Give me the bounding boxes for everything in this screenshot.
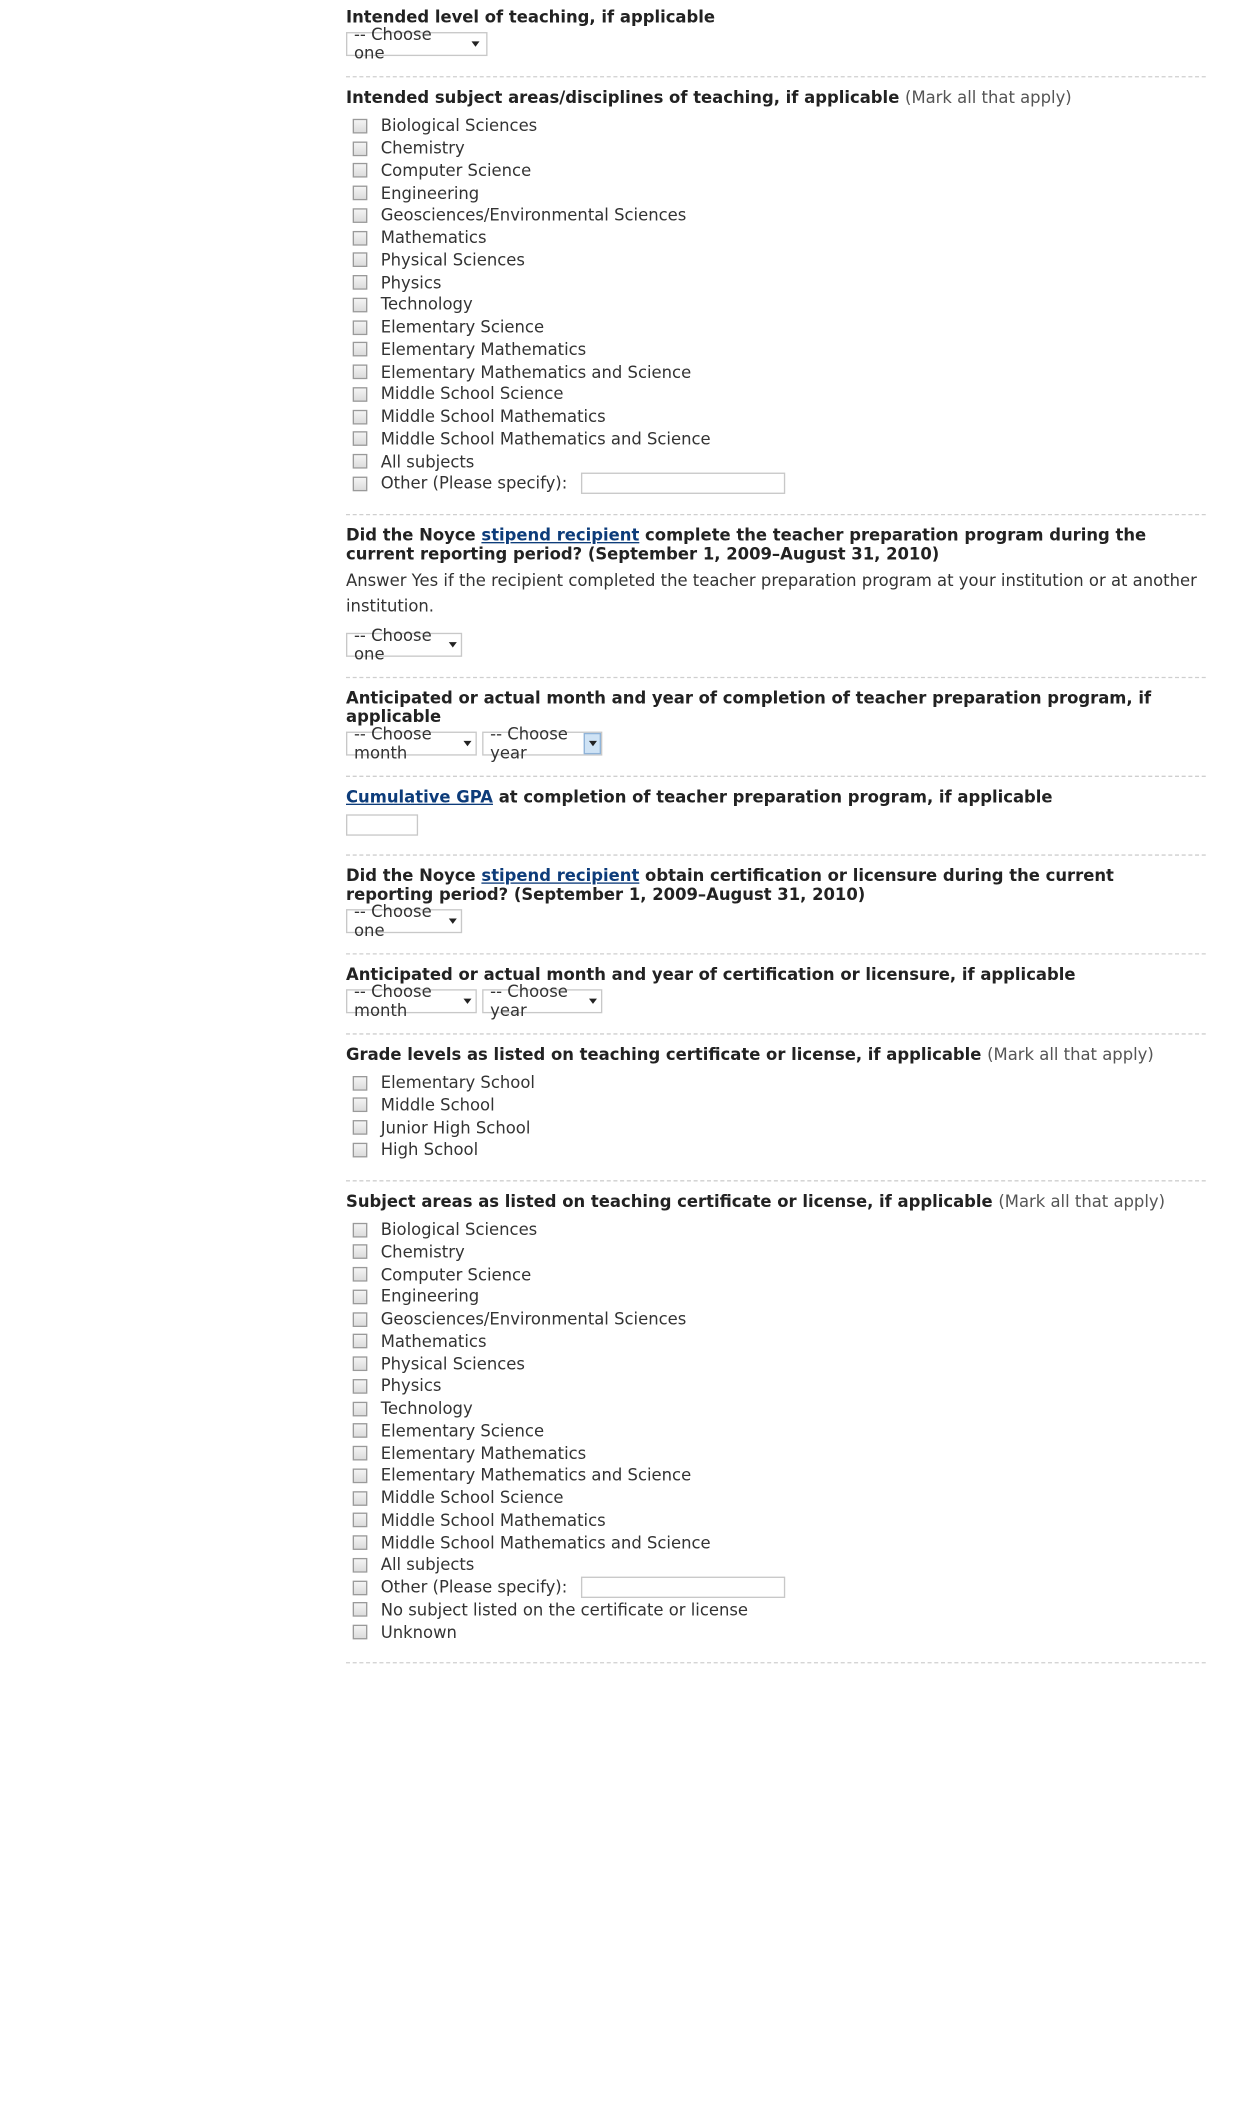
checkbox-option[interactable] xyxy=(346,1241,1206,1263)
checkbox[interactable] xyxy=(353,1120,368,1135)
checkbox[interactable] xyxy=(353,1558,368,1573)
checkbox[interactable] xyxy=(353,1401,368,1416)
checkbox[interactable] xyxy=(353,1513,368,1528)
checkbox[interactable] xyxy=(353,186,368,201)
checkbox-option[interactable] xyxy=(346,294,1206,316)
checkbox[interactable] xyxy=(353,1580,368,1595)
checkbox-option[interactable] xyxy=(346,1116,1206,1138)
checkbox-option[interactable] xyxy=(346,316,1206,338)
completion-month-select[interactable] xyxy=(346,724,477,762)
question-label xyxy=(346,787,1206,806)
chevron-down-icon xyxy=(584,733,601,754)
checkbox-option[interactable] xyxy=(346,249,1206,271)
checkbox-label: Biological Sciences xyxy=(380,1220,538,1240)
checkbox[interactable] xyxy=(353,1446,368,1461)
chevron-down-icon xyxy=(444,634,461,655)
other-specify-input[interactable] xyxy=(581,1577,785,1598)
level-select[interactable] xyxy=(346,25,488,63)
checkbox-label: Elementary Mathematics and Science xyxy=(380,362,692,382)
checkbox-label: Elementary Mathematics xyxy=(380,340,587,359)
section-completed-program xyxy=(346,515,1206,678)
checkbox-label: Geosciences/Environmental Sciences xyxy=(380,206,687,225)
checkbox-option[interactable] xyxy=(346,271,1206,293)
checkbox[interactable] xyxy=(353,387,368,402)
checkbox-label: Physics xyxy=(380,1376,442,1396)
checkbox[interactable] xyxy=(353,1468,368,1483)
checkbox-option[interactable] xyxy=(346,1330,1206,1352)
checkbox-option[interactable] xyxy=(346,428,1206,450)
checkbox-option[interactable] xyxy=(346,1263,1206,1285)
checkbox[interactable] xyxy=(353,454,368,469)
checkbox-option[interactable] xyxy=(346,383,1206,405)
checkbox-option[interactable] xyxy=(346,1554,1206,1576)
checkbox-option[interactable] xyxy=(346,182,1206,204)
question-label: Intended level of teaching, if applicable xyxy=(346,8,716,27)
completion-year-select[interactable] xyxy=(482,724,602,762)
checkbox[interactable] xyxy=(353,1625,368,1640)
checkbox-option[interactable] xyxy=(346,1353,1206,1375)
checkbox[interactable] xyxy=(353,320,368,335)
question-text: complete the teacher preparation program during the current reporting period? (September 1, 2009–August 31, 2010) xyxy=(346,525,1147,564)
question-text: Subject areas as listed on teaching certificate or license, if applicable xyxy=(346,1191,993,1211)
checkbox-label: Physical Sciences xyxy=(380,250,525,270)
section-completion-date xyxy=(346,678,1206,777)
question-text: Did the Noyce xyxy=(346,525,476,545)
survey-form xyxy=(346,0,1206,1663)
section-certification xyxy=(346,855,1206,954)
checkbox-option[interactable] xyxy=(346,1442,1206,1464)
checkbox-label: Elementary Mathematics and Science xyxy=(380,1466,692,1486)
checkbox[interactable] xyxy=(353,476,368,491)
checkbox-option[interactable] xyxy=(346,1375,1206,1397)
mark-all-note: (Mark all that apply) xyxy=(998,1191,1166,1211)
checkbox-option[interactable] xyxy=(346,1286,1206,1308)
checkbox[interactable] xyxy=(353,1334,368,1349)
checkbox[interactable] xyxy=(353,1245,368,1260)
checkbox-label: Elementary Science xyxy=(380,1421,545,1441)
checkbox[interactable] xyxy=(353,253,368,268)
certification-month-select[interactable] xyxy=(346,982,477,1020)
checkbox-option[interactable] xyxy=(346,1072,1206,1094)
checkbox-option[interactable] xyxy=(346,137,1206,159)
checkbox-option[interactable] xyxy=(346,1487,1206,1509)
checkbox-label: Computer Science xyxy=(380,1265,532,1284)
checkbox[interactable] xyxy=(353,1491,368,1506)
checkbox[interactable] xyxy=(353,342,368,357)
checkbox-label: Engineering xyxy=(380,1287,480,1307)
checkbox-option[interactable] xyxy=(346,1576,1206,1598)
checkbox[interactable] xyxy=(353,1603,368,1618)
question-text: at completion of teacher preparation program, if applicable xyxy=(498,787,1053,807)
other-specify-input[interactable] xyxy=(581,473,785,494)
checkbox[interactable] xyxy=(353,230,368,245)
help-text: Answer Yes if the recipient completed the teacher preparation program at your institution or at another institution. xyxy=(346,571,1197,616)
subject-checkbox-list xyxy=(346,115,1206,495)
chevron-down-icon xyxy=(459,990,475,1011)
checkbox-option[interactable] xyxy=(346,1532,1206,1554)
question-label: Anticipated or actual month and year of completion of teacher preparation program, if applicable xyxy=(346,688,1152,726)
checkbox-label: Chemistry xyxy=(380,139,465,158)
question-label xyxy=(346,1192,1206,1211)
checkbox[interactable] xyxy=(353,1289,368,1304)
checkbox-label: Elementary School xyxy=(380,1073,535,1093)
checkbox-option[interactable] xyxy=(346,338,1206,360)
checkbox-option[interactable] xyxy=(346,1094,1206,1116)
checkbox-label: Middle School Science xyxy=(380,384,564,404)
checkbox-option[interactable] xyxy=(346,1464,1206,1486)
select-value: -- Choose one xyxy=(354,25,432,63)
checkbox[interactable] xyxy=(353,1267,368,1282)
checkbox-option[interactable] xyxy=(346,450,1206,472)
checkbox-label: Middle School xyxy=(380,1095,495,1115)
chevron-down-icon xyxy=(444,910,461,931)
checkbox-label: Engineering xyxy=(380,183,480,203)
checkbox-option[interactable] xyxy=(346,361,1206,383)
checkbox-label: Physics xyxy=(380,273,442,292)
checkbox-option[interactable] xyxy=(346,1621,1206,1643)
checkbox-option[interactable] xyxy=(346,1509,1206,1531)
stipend-recipient-link[interactable]: stipend recipient xyxy=(481,525,640,545)
checkbox-option[interactable] xyxy=(346,227,1206,249)
checkbox[interactable] xyxy=(353,1379,368,1394)
certification-year-select[interactable] xyxy=(482,982,602,1020)
checkbox[interactable] xyxy=(353,1357,368,1372)
checkbox[interactable] xyxy=(353,275,368,290)
cumulative-gpa-link[interactable]: Cumulative GPA xyxy=(346,787,493,807)
select-value: -- Choose year xyxy=(490,982,568,1020)
checkbox-label: No subject listed on the certificate or license xyxy=(380,1600,749,1620)
chevron-down-icon xyxy=(584,990,601,1011)
checkbox-option[interactable] xyxy=(346,1397,1206,1419)
section-gpa xyxy=(346,777,1206,856)
checkbox-label: Middle School Science xyxy=(380,1488,564,1508)
checkbox-label: Physical Sciences xyxy=(380,1354,525,1374)
checkbox[interactable] xyxy=(353,1143,368,1158)
question-label xyxy=(346,526,1206,563)
checkbox-label: Mathematics xyxy=(380,1332,487,1351)
select-value: -- Choose month xyxy=(354,982,432,1020)
checkbox-option[interactable] xyxy=(346,160,1206,182)
select-value: -- Choose one xyxy=(354,902,432,940)
section-certification-date xyxy=(346,954,1206,1034)
section-grade-levels xyxy=(346,1034,1206,1181)
checkbox-label: Junior High School xyxy=(380,1118,531,1137)
checkbox-option[interactable] xyxy=(346,204,1206,226)
checkbox[interactable] xyxy=(353,1312,368,1327)
checkbox[interactable] xyxy=(353,409,368,424)
stipend-recipient-link[interactable]: stipend recipient xyxy=(481,866,640,885)
question-label xyxy=(346,866,1206,903)
section-certificate-subjects xyxy=(346,1181,1206,1663)
section-intended-level xyxy=(346,0,1206,77)
checkbox-option[interactable] xyxy=(346,1599,1206,1621)
checkbox[interactable] xyxy=(353,141,368,156)
checkbox-label: Middle School Mathematics and Science xyxy=(380,1533,711,1553)
checkbox[interactable] xyxy=(353,1098,368,1113)
checkbox[interactable] xyxy=(353,208,368,223)
checkbox[interactable] xyxy=(353,365,368,380)
question-label: Anticipated or actual month and year of certification or licensure, if applicable xyxy=(346,964,1076,984)
completed-select[interactable] xyxy=(346,625,462,664)
question-text: Intended subject areas/disciplines of teaching, if applicable xyxy=(346,88,900,107)
checkbox-label: Mathematics xyxy=(380,228,487,248)
checkbox[interactable] xyxy=(353,1424,368,1439)
checkbox-option[interactable] xyxy=(346,406,1206,428)
checkbox-label: All subjects xyxy=(380,452,475,471)
checkbox-label: Unknown xyxy=(380,1622,457,1642)
question-text: Grade levels as listed on teaching certificate or license, if applicable xyxy=(346,1044,982,1064)
checkbox-label: Other (Please specify): xyxy=(380,474,568,494)
grade-checkbox-list xyxy=(346,1072,1206,1161)
checkbox-label: Biological Sciences xyxy=(380,116,538,136)
checkbox[interactable] xyxy=(353,163,368,178)
checkbox-label: Technology xyxy=(380,295,473,315)
question-label xyxy=(346,1045,1206,1064)
section-intended-subjects xyxy=(346,77,1206,515)
checkbox-label: Elementary Mathematics xyxy=(380,1443,587,1463)
checkbox-label: Middle School Mathematics and Science xyxy=(380,429,711,449)
checkbox-label: Middle School Mathematics xyxy=(380,407,606,427)
checkbox-option[interactable] xyxy=(346,115,1206,137)
checkbox[interactable] xyxy=(353,119,368,134)
checkbox-option[interactable] xyxy=(346,1139,1206,1161)
select-value: -- Choose year xyxy=(490,724,568,762)
checkbox-label: Computer Science xyxy=(380,161,532,181)
gpa-input[interactable] xyxy=(346,814,418,835)
question-text: Did the Noyce xyxy=(346,866,476,885)
chevron-down-icon xyxy=(465,33,486,54)
checkbox-label: Chemistry xyxy=(380,1242,465,1262)
checkbox[interactable] xyxy=(353,298,368,313)
certification-select[interactable] xyxy=(346,902,462,940)
question-text: obtain certification or licensure during the current reporting period? (September 1, 2009–August 31, 2010) xyxy=(346,866,1114,904)
mark-all-note: (Mark all that apply) xyxy=(905,88,1072,107)
question-label xyxy=(346,88,1206,107)
checkbox[interactable] xyxy=(353,1535,368,1550)
checkbox-label: High School xyxy=(380,1140,479,1160)
checkbox-option[interactable] xyxy=(346,1420,1206,1442)
certificate-subject-checkbox-list xyxy=(346,1219,1206,1644)
checkbox-label: Other (Please specify): xyxy=(380,1578,568,1597)
checkbox-option[interactable] xyxy=(346,473,1206,495)
select-value: -- Choose month xyxy=(354,724,432,762)
checkbox-option[interactable] xyxy=(346,1308,1206,1330)
checkbox-label: All subjects xyxy=(380,1555,475,1575)
checkbox-label: Technology xyxy=(380,1399,473,1418)
select-value: -- Choose one xyxy=(354,625,432,664)
checkbox[interactable] xyxy=(353,1076,368,1091)
checkbox[interactable] xyxy=(353,432,368,447)
chevron-down-icon xyxy=(459,733,475,754)
checkbox-label: Elementary Science xyxy=(380,317,545,337)
checkbox-label: Middle School Mathematics xyxy=(380,1511,606,1530)
checkbox-option[interactable] xyxy=(346,1219,1206,1241)
checkbox-label: Geosciences/Environmental Sciences xyxy=(380,1309,687,1329)
mark-all-note: (Mark all that apply) xyxy=(987,1044,1154,1064)
checkbox[interactable] xyxy=(353,1222,368,1237)
